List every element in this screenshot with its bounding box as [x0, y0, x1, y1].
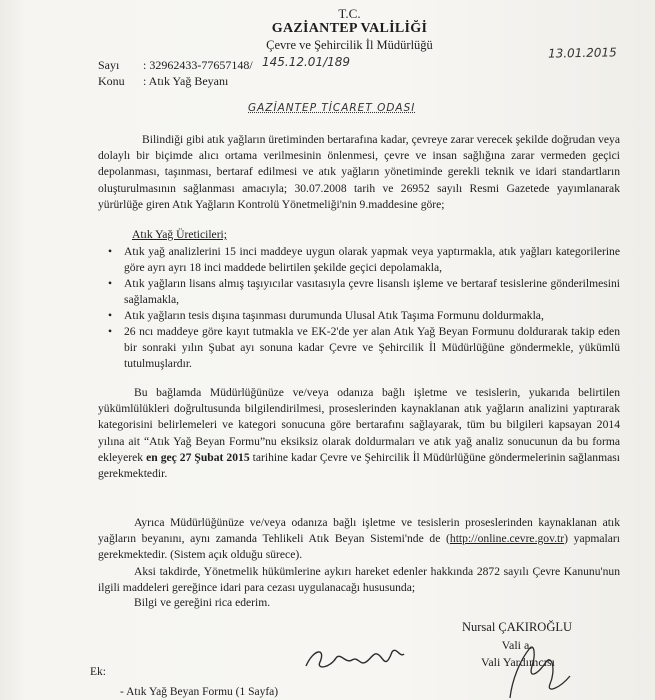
sayi-handwritten: 145.12.01/189: [262, 55, 351, 69]
online-system-link[interactable]: http://online.cevre.gov.tr: [449, 532, 565, 546]
list-item: • Atık yağların tesis dışına taşınması durumunda Ulusal Atık Taşıma Formunu doldurmakla,: [108, 309, 544, 322]
paragraph-context: Bu bağlamda Müdürlüğünüze ve/veya odanıza bağlı işletme ve tesislerin, yukarıda belirtilen yükümlülükleri doğrultusunda bilgilendirilmesi, proseslerinden kaynaklanan atık yağların analizini yaptırarak kategorisini belirlemeleri ve kategori sonucuna göre bertarafını sağlayarak, tüm bu bilgileri kapsayan 2014 yılına ait “Atık Yağ Beyan Formu”nu eksiksiz olarak doldurmaları ve atık yağ analiz sonucunun da bu forma ekleyerek en geç 27 Şubat 2015 tarihine kadar Çevre ve Şehircilik İl Müdürlüğüne göndermelerinin sağlanması gerekmektedir.: [98, 386, 620, 481]
bullet-icon: •: [108, 245, 113, 258]
addressee: GAZİANTEP TİCARET ODASI: [248, 102, 416, 114]
closing-line: Bilgi ve gereğini rica ederim.: [134, 596, 271, 609]
bullet-icon: •: [108, 277, 113, 290]
konu-value: : Atık Yağ Beyanı: [143, 74, 229, 88]
paragraph-online-system: Ayrıca Müdürlüğünüze ve/veya odanıza bağlı işletme ve tesislerin proseslerinden kaynaklanan atık yağların beyanını, aynı zamanda Tehlikeli Atık Beyan Sistemi'nde de (http://online.cevre.gov.tr) yapmaları gerekmektedir. (Sistem açık olduğu sürece).: [98, 516, 620, 562]
header-mudurluk: Çevre ve Şehircilik İl Müdürlüğü: [266, 38, 433, 52]
ek-label: Ek:: [90, 666, 106, 678]
sayi-label: Sayı: [98, 58, 120, 72]
bullet-icon: •: [108, 309, 113, 322]
paragraph-intro: Bilindiği gibi atık yağların üretiminden bertarafına kadar, çevreye zarar verecek şekilde doğrudan veya dolaylı bir biçimde alıcı ortama verilmesinin önlenmesi, çevre ve insan sağlığına zarar vermeden geçici depolanması, taşınması, bertaraf edilmesi ve atık yağların yönetiminde gerekli teknik ve idari standartların oluşturulmasının sağlanması amacıyla; 30.07.2008 tarih ve 26952 sayılı Resmi Gazetede yayımlanarak yürürlüğe giren Atık Yağların Kontrolü Yönetmeliği'nin 9.maddesine göre;: [98, 133, 620, 211]
initials-signature-icon: [300, 638, 410, 678]
date-handwritten: 13.01.2015: [547, 45, 617, 61]
bullet-icon: •: [108, 325, 113, 338]
signatory-title-2: Vali Yardımcısı: [480, 655, 555, 669]
ek-item: - Atık Yağ Beyan Formu (1 Sayfa): [120, 686, 279, 698]
signatory-name: Nursal ÇAKIROĞLU: [461, 620, 573, 634]
deadline-text: en geç 27 Şubat 2015: [146, 450, 250, 464]
signature-icon: [490, 640, 580, 700]
sayi-value: : 32962433-77657148/: [143, 58, 253, 72]
paragraph-penalty: Aksi takdirde, Yönetmelik hükümlerine aykırı hareket edenler hakkında 2872 sayılı Çevre Kanunu'nun ilgili maddeleri gereğince idari para cezası uygulanacağı hususunda;: [98, 565, 620, 595]
list-item: • Atık yağ analizlerini 15 inci maddeye uygun olarak yapmak veya yaptırmakla, atık yağları kategorilerine göre ayrı ayrı 18 inci maddede belirtilen şekilde geçici depolamakla,: [108, 245, 620, 274]
ureticiler-heading: Atık Yağ Üreticileri;: [132, 228, 227, 241]
obligations-list: [108, 244, 620, 372]
header-valilik: GAZİANTEP VALİLİĞİ: [271, 21, 428, 36]
header-tc: T.C.: [338, 6, 361, 21]
konu-label: Konu: [98, 74, 125, 88]
list-item: • Atık yağların lisans almış taşıyıcılar vasıtasıyla çevre lisanslı işleme ve bertaraf tesislerine gönderilmesini sağlamakla,: [108, 277, 620, 306]
list-item: • 26 ncı maddeye göre kayıt tutmakla ve EK-2'de yer alan Atık Yağ Beyan Formunu doldurarak takip eden bir sonraki yılın Şubat ayı sonuna kadar Çevre ve Şehircilik İl Müdürlüğüne göndermekle, yükümlü tutulmuşlardır.: [108, 325, 620, 370]
signatory-title-1: Vali a.: [501, 638, 533, 652]
